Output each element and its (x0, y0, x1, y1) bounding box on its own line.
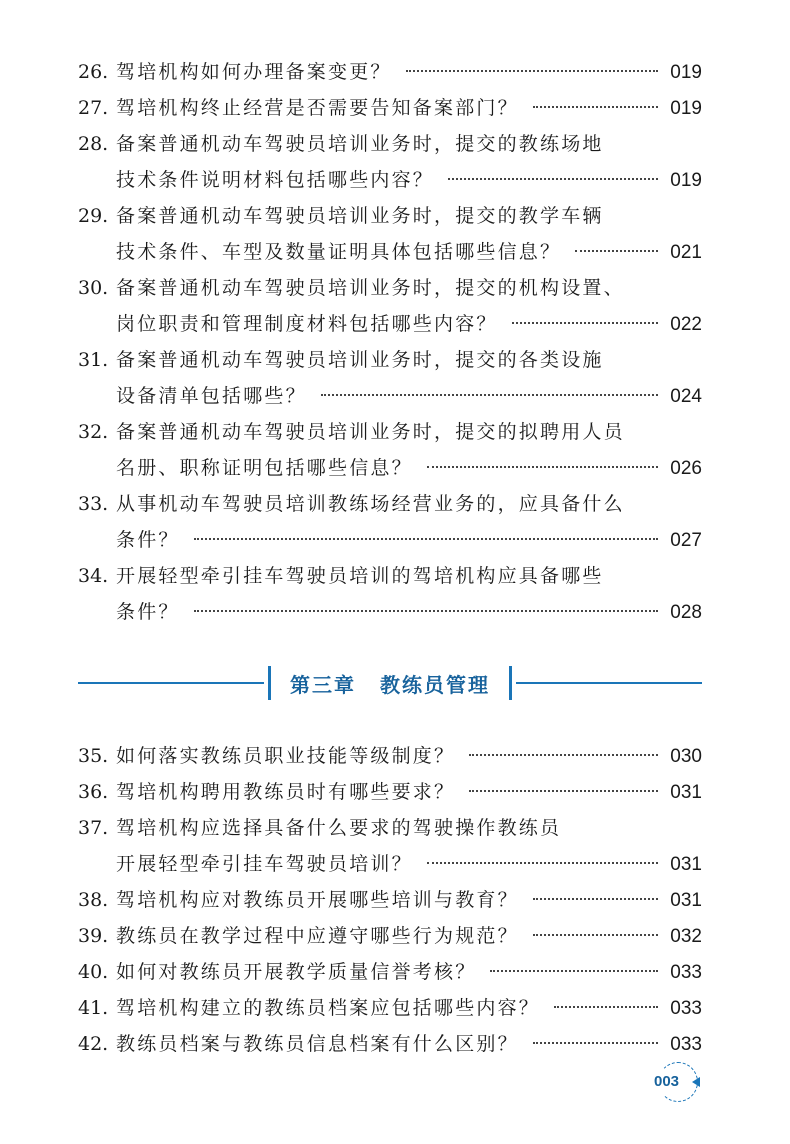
dot-leader (194, 538, 658, 540)
toc-entry-number: 28. (78, 133, 109, 155)
dot-leader (469, 754, 658, 756)
toc-entry-line (78, 918, 702, 954)
toc-entry-page: 019 (670, 98, 702, 119)
toc-entry-number: 31. (78, 349, 109, 371)
dot-leader (321, 394, 658, 396)
toc-entry-line (78, 54, 702, 90)
toc-entry-number: 30. (78, 277, 109, 299)
toc-list-top (78, 54, 702, 630)
toc-entry-page: 030 (670, 746, 702, 767)
toc-entry-line (78, 306, 702, 342)
chapter-label: 第三章 (290, 672, 356, 697)
toc-entry-page: 019 (670, 170, 702, 191)
toc-entry-number: 26. (78, 61, 109, 83)
toc-entry-line (78, 162, 702, 198)
toc-entry-line (78, 342, 702, 378)
toc-entry-line (78, 738, 702, 774)
toc-entry-title: 教练员在教学过程中应遵守哪些行为规范？ (116, 925, 519, 947)
toc-entry-page: 027 (670, 530, 702, 551)
toc-entry (78, 54, 702, 90)
toc-entry (78, 882, 702, 918)
toc-entry-title: 备案普通机动车驾驶员培训业务时，提交的各类设施 (116, 349, 604, 371)
toc-entry-title: 驾培机构建立的教练员档案应包括哪些内容？ (116, 997, 541, 1019)
toc-entry-title: 条件？ (116, 601, 180, 623)
toc-entry-line (78, 234, 702, 270)
toc-entry-number: 29. (78, 205, 109, 227)
dot-leader (427, 862, 658, 864)
dot-leader (469, 790, 658, 792)
toc-entry-line (78, 486, 702, 522)
toc-entry-number: 35. (78, 745, 109, 767)
dot-leader (575, 250, 658, 252)
toc-list-bottom (78, 738, 702, 1062)
toc-entry-line (78, 450, 702, 486)
chapter-rule-right (516, 682, 702, 684)
toc-entry-title: 如何落实教练员职业技能等级制度？ (116, 745, 456, 767)
toc-entry-title: 技术条件说明材料包括哪些内容？ (116, 169, 435, 191)
toc-entry-title: 岗位职责和管理制度材料包括哪些内容？ (116, 313, 498, 335)
toc-entry-page: 026 (670, 458, 702, 479)
chapter-rule-left (78, 682, 264, 684)
toc-entry-number: 41. (78, 997, 109, 1019)
toc-entry-line (78, 1026, 702, 1062)
toc-entry-title: 驾培机构应对教练员开展哪些培训与教育？ (116, 889, 519, 911)
toc-entry-page: 033 (670, 998, 702, 1019)
toc-entry (78, 342, 702, 414)
toc-entry-line (78, 378, 702, 414)
toc-entry-title: 技术条件、车型及数量证明具体包括哪些信息？ (116, 241, 562, 263)
toc-entry-number: 38. (78, 889, 109, 911)
toc-entry (78, 558, 702, 630)
toc-entry-number: 40. (78, 961, 109, 983)
toc-entry-line (78, 90, 702, 126)
toc-entry-title: 备案普通机动车驾驶员培训业务时，提交的教练场地 (116, 133, 604, 155)
toc-entry (78, 990, 702, 1026)
dot-leader (533, 934, 658, 936)
toc-entry-line (78, 990, 702, 1026)
toc-entry-number: 34. (78, 565, 109, 587)
toc-entry-page: 031 (670, 890, 702, 911)
toc-entry-number: 32. (78, 421, 109, 443)
toc-entry-title: 名册、职称证明包括哪些信息？ (116, 457, 413, 479)
toc-entry-page: 024 (670, 386, 702, 407)
toc-entry-page: 021 (670, 242, 702, 263)
toc-entry-title: 如何对教练员开展教学质量信誉考核？ (116, 961, 477, 983)
toc-entry-number: 42. (78, 1033, 109, 1055)
toc-entry-line (78, 810, 702, 846)
toc-entry-line (78, 954, 702, 990)
toc-entry-number: 36. (78, 781, 109, 803)
toc-entry (78, 414, 702, 486)
toc-entry-number: 39. (78, 925, 109, 947)
toc-entry (78, 918, 702, 954)
page-number: 003 (654, 1073, 680, 1090)
toc-entry-title: 驾培机构聘用教练员时有哪些要求？ (116, 781, 456, 803)
toc-entry-number: 27. (78, 97, 109, 119)
toc-entry-title: 开展轻型牵引挂车驾驶员培训的驾培机构应具备哪些 (116, 565, 604, 587)
toc-entry-line (78, 882, 702, 918)
toc-entry (78, 1026, 702, 1062)
dot-leader (512, 322, 658, 324)
toc-entry (78, 738, 702, 774)
toc-entry-title: 驾培机构终止经营是否需要告知备案部门？ (116, 97, 519, 119)
dot-leader (533, 898, 658, 900)
dot-leader (554, 1006, 658, 1008)
toc-entry-title: 备案普通机动车驾驶员培训业务时，提交的机构设置、 (116, 277, 625, 299)
dot-leader (533, 106, 658, 108)
toc-entry (78, 486, 702, 558)
dot-leader (406, 70, 658, 72)
toc-entry (78, 954, 702, 990)
toc-entry-page: 033 (670, 1034, 702, 1055)
toc-entry (78, 810, 702, 882)
page-number-badge (654, 1062, 702, 1106)
toc-entry-title: 条件？ (116, 529, 180, 551)
dot-leader (448, 178, 658, 180)
chapter-heading (78, 630, 702, 738)
chapter-box (268, 666, 512, 700)
dot-leader (194, 610, 658, 612)
toc-entry (78, 198, 702, 270)
toc-entry-title: 从事机动车驾驶员培训教练场经营业务的，应具备什么 (116, 493, 625, 515)
toc-entry-page: 022 (670, 314, 702, 335)
toc-entry (78, 774, 702, 810)
toc-entry-line (78, 414, 702, 450)
toc-entry-title: 备案普通机动车驾驶员培训业务时，提交的拟聘用人员 (116, 421, 625, 443)
toc-entry-page: 028 (670, 602, 702, 623)
toc-entry-line (78, 522, 702, 558)
toc-entry-line (78, 846, 702, 882)
page-marker-arrow-icon (692, 1077, 700, 1087)
toc-entry-page: 019 (670, 62, 702, 83)
toc-entry-page: 031 (670, 782, 702, 803)
toc-entry (78, 90, 702, 126)
toc-entry-title: 驾培机构如何办理备案变更？ (116, 61, 392, 83)
toc-entry-line (78, 558, 702, 594)
toc-entry (78, 270, 702, 342)
toc-entry-line (78, 594, 702, 630)
dot-leader (490, 970, 658, 972)
toc-entry-title: 教练员档案与教练员信息档案有什么区别？ (116, 1033, 519, 1055)
toc-entry-title: 开展轻型牵引挂车驾驶员培训？ (116, 853, 413, 875)
toc-entry-line (78, 126, 702, 162)
toc-entry-title: 驾培机构应选择具备什么要求的驾驶操作教练员 (116, 817, 562, 839)
toc-entry-line (78, 198, 702, 234)
toc-entry-page: 033 (670, 962, 702, 983)
toc-entry-title: 设备清单包括哪些？ (116, 385, 307, 407)
dot-leader (533, 1042, 658, 1044)
toc-entry-page: 031 (670, 854, 702, 875)
table-of-contents (78, 54, 702, 1062)
chapter-title: 教练员管理 (380, 672, 490, 697)
toc-entry-number: 37. (78, 817, 109, 839)
toc-entry (78, 126, 702, 198)
toc-entry-line (78, 774, 702, 810)
toc-entry-line (78, 270, 702, 306)
toc-entry-number: 33. (78, 493, 109, 515)
toc-entry-title: 备案普通机动车驾驶员培训业务时，提交的教学车辆 (116, 205, 604, 227)
toc-entry-page: 032 (670, 926, 702, 947)
dot-leader (427, 466, 658, 468)
